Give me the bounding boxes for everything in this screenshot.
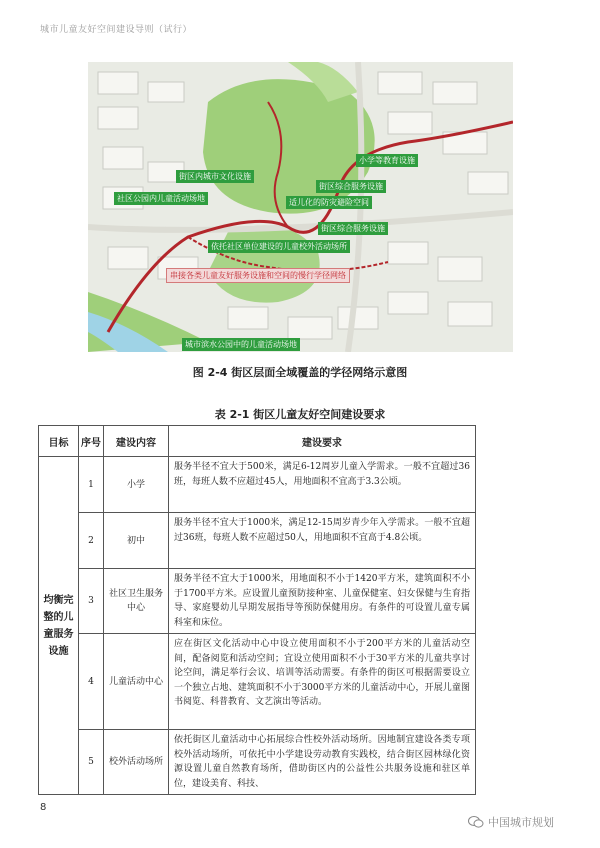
figure-label-school: 小学等教育设施 xyxy=(356,154,418,167)
row-number: 5 xyxy=(79,730,104,795)
figure-label-culture: 街区内城市文化设施 xyxy=(176,170,254,183)
goal-cell: 均衡完整的儿童服务设施 xyxy=(39,457,79,795)
table-row xyxy=(39,457,476,513)
figure-caption: 图 2-4 街区层面全域覆盖的学径网络示意图 xyxy=(192,366,408,379)
header-content: 建设内容 xyxy=(104,426,169,457)
table-row xyxy=(39,513,476,569)
figure-label-service-1: 街区综合服务设施 xyxy=(316,180,386,193)
row-requirements: 应在街区文化活动中心中设立使用面积不小于200平方米的儿童活动空间，配备阅览和活动空间；宜设立使用面积不小于30平方米的儿童共享讨论空间，满足举行会议、培训等活动需要。有条件的街区可根据需要设立一个独立占地、建筑面积不小于3000平方米的儿童活动中心，开展儿童图书阅览、科普教育、文艺演出等活动。 xyxy=(169,634,476,730)
table-row xyxy=(39,730,476,795)
row-number: 1 xyxy=(79,457,104,513)
row-requirements: 服务半径不宜大于1000米，用地面积不小于1420平方米，建筑面积不小于1700平方米。应设置儿童预防接种室、儿童保健室、妇女保健与生育指导、家庭婴幼儿早期发展指导等预防保健用房。有条件的可设置儿童专属科室和床位。 xyxy=(169,569,476,634)
row-requirements: 依托街区儿童活动中心拓展综合性校外活动场所。因地制宜建设各类专项校外活动场所，可依托中小学建设劳动教育实践校，结合街区园林绿化资源设置儿童自然教育场所，借助街区内的公益性公共服务设施和驻区单位，建设美育、科技、 xyxy=(169,730,476,795)
row-requirements: 服务半径不宜大于500米，满足6-12周岁儿童入学需求。一般不宜超过36班，每班人数不应超过45人，用地面积不宜高于3.3公顷。 xyxy=(169,457,476,513)
figure-label-disaster: 适儿化的防灾避险空间 xyxy=(286,196,372,209)
row-content: 小学 xyxy=(104,457,169,513)
district-illustration xyxy=(88,62,513,352)
table-row xyxy=(39,569,476,634)
row-number: 3 xyxy=(79,569,104,634)
row-content: 社区卫生服务中心 xyxy=(104,569,169,634)
row-content: 儿童活动中心 xyxy=(104,634,169,730)
page-number: 8 xyxy=(40,802,47,813)
row-requirements: 服务半径不宜大于1000米，满足12-15周岁青少年入学需求。一般不宜超过36班，每班人数不应超过50人，用地面积不宜高于4.8公顷。 xyxy=(169,513,476,569)
row-number: 4 xyxy=(79,634,104,730)
header-requirements: 建设要求 xyxy=(169,426,476,457)
table-header-row xyxy=(39,426,476,457)
row-content: 初中 xyxy=(104,513,169,569)
requirements-table xyxy=(38,425,476,795)
header-goal: 目标 xyxy=(39,426,79,457)
figure-label-waterfront: 城市滨水公园中的儿童活动场地 xyxy=(182,338,300,351)
figure-label-park-play: 社区公园内儿童活动场地 xyxy=(114,192,208,205)
table-caption: 表 2-1 街区儿童友好空间建设要求 xyxy=(214,408,386,421)
running-head: 城市儿童友好空间建设导则（试行） xyxy=(40,25,193,35)
table-row xyxy=(39,634,476,730)
figure-label-outside-school: 依托社区单位建设的儿童校外活动场所 xyxy=(208,240,350,253)
wechat-icon xyxy=(468,816,484,828)
row-content: 校外活动场所 xyxy=(104,730,169,795)
watermark xyxy=(468,814,554,830)
header-num: 序号 xyxy=(79,426,104,457)
watermark-text: 中国城市规划 xyxy=(488,816,554,829)
row-number: 2 xyxy=(79,513,104,569)
figure-label-path-network: 串接各类儿童友好服务设施和空间的慢行学径网络 xyxy=(166,268,350,283)
figure-label-service-2: 街区综合服务设施 xyxy=(318,222,388,235)
